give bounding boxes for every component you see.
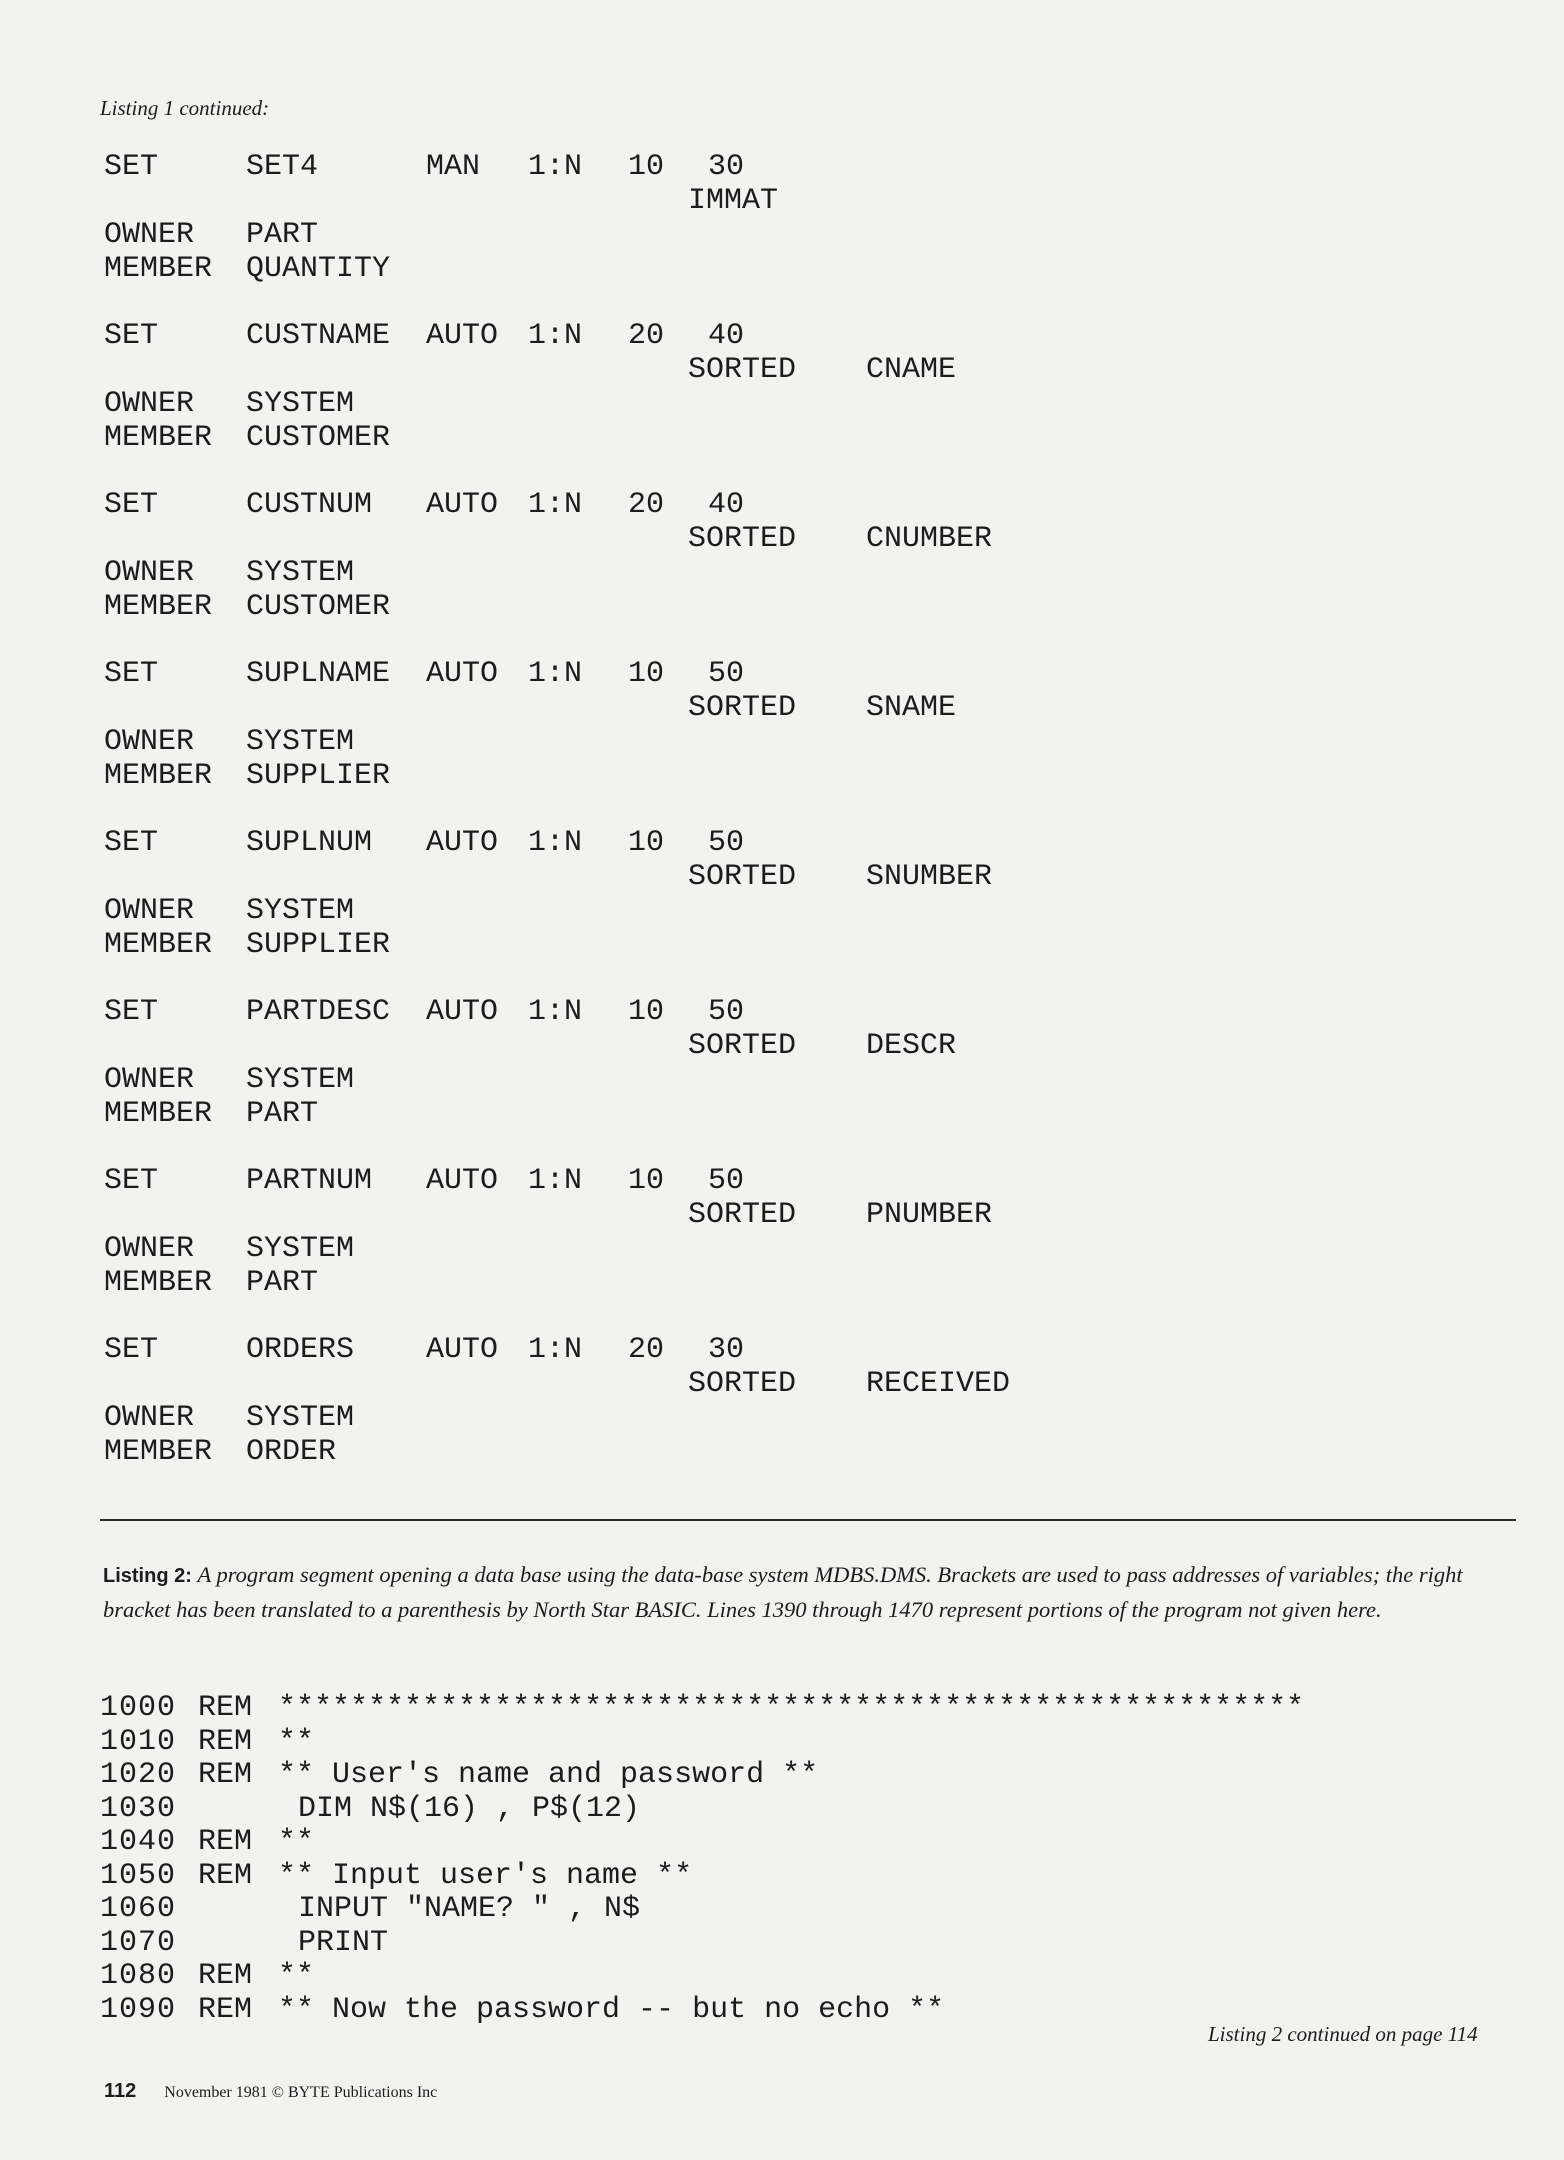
set-order-row (104, 184, 1404, 218)
line-text: INPUT "NAME? " , N$ (298, 1892, 641, 1926)
listing-1-continued-label: Listing 1 continued: (100, 96, 270, 120)
continued-note: Listing 2 continued on page 114 (1208, 2022, 1478, 2046)
set-sort-key: SNUMBER (866, 860, 993, 894)
set-header-row (104, 1164, 1404, 1198)
set-count-2: 50 (708, 657, 745, 691)
set-relation: 1:N (528, 319, 583, 353)
set-keyword: SET (104, 1164, 159, 1198)
member-keyword: MEMBER (104, 1097, 213, 1131)
set-relation: 1:N (528, 1333, 583, 1367)
line-number: 1010 (100, 1724, 177, 1759)
code-line (100, 1793, 1480, 1827)
set-count-1: 20 (628, 319, 665, 353)
code-line (100, 1726, 1480, 1760)
line-keyword: REM (198, 1992, 253, 2027)
set-order-row (104, 691, 1404, 725)
set-count-2: 50 (708, 1164, 745, 1198)
set-name: SET4 (246, 150, 319, 184)
line-number: 1040 (100, 1825, 177, 1859)
set-order: SORTED (688, 691, 797, 725)
set-sort-key: CNUMBER (866, 522, 993, 556)
line-text: ** (278, 1825, 315, 1859)
set-relation: 1:N (528, 1164, 583, 1198)
member-value: PART (246, 1097, 319, 1131)
listing-2-code (100, 1692, 1480, 2027)
owner-value: SYSTEM (246, 1232, 355, 1266)
set-sort-key: DESCR (866, 1029, 957, 1063)
owner-value: SYSTEM (246, 894, 355, 928)
owner-keyword: OWNER (104, 387, 195, 421)
owner-value: SYSTEM (246, 1063, 355, 1097)
owner-row (104, 725, 1404, 759)
line-keyword: REM (198, 1758, 253, 1792)
set-header-row (104, 488, 1404, 522)
set-relation: 1:N (528, 995, 583, 1029)
member-keyword: MEMBER (104, 252, 213, 286)
set-count-1: 20 (628, 488, 665, 522)
listing-1-code (104, 150, 1404, 1502)
set-header-row (104, 1333, 1404, 1367)
line-number: 1050 (100, 1858, 177, 1893)
set-sort-key: CNAME (866, 353, 957, 387)
line-text: ** Now the password -- but no echo ** (278, 1992, 945, 2027)
set-order: SORTED (688, 522, 797, 556)
member-row (104, 421, 1404, 455)
owner-keyword: OWNER (104, 725, 195, 759)
set-relation: 1:N (528, 488, 583, 522)
set-order-row (104, 353, 1404, 387)
set-count-1: 10 (628, 995, 665, 1029)
owner-value: PART (246, 218, 319, 252)
set-keyword: SET (104, 319, 159, 353)
owner-keyword: OWNER (104, 1232, 195, 1266)
code-line (100, 1893, 1480, 1927)
set-definition (104, 319, 1404, 455)
code-line (100, 1826, 1480, 1860)
set-order: SORTED (688, 1029, 797, 1063)
line-text: ********************************************************* (278, 1691, 1305, 1725)
owner-row (104, 894, 1404, 928)
owner-value: SYSTEM (246, 1401, 355, 1435)
footer-text: November 1981 © BYTE Publications Inc (164, 2084, 438, 2101)
set-name: SUPLNUM (246, 826, 373, 860)
set-name: CUSTNUM (246, 488, 373, 522)
member-value: ORDER (246, 1435, 337, 1469)
set-header-row (104, 319, 1404, 353)
code-line (100, 1860, 1480, 1894)
page-footer (104, 2080, 437, 2103)
line-number: 1020 (100, 1758, 177, 1792)
set-order-row (104, 1198, 1404, 1232)
code-line (100, 1692, 1480, 1726)
member-keyword: MEMBER (104, 759, 213, 793)
set-relation: 1:N (528, 657, 583, 691)
set-name: ORDERS (246, 1333, 355, 1367)
line-text: ** (278, 1724, 315, 1759)
owner-row (104, 218, 1404, 252)
owner-row (104, 1401, 1404, 1435)
member-row (104, 928, 1404, 962)
caption-label: Listing 2: (103, 1565, 192, 1587)
set-name: PARTNUM (246, 1164, 373, 1198)
member-row (104, 1266, 1404, 1300)
set-order: SORTED (688, 353, 797, 387)
owner-value: SYSTEM (246, 387, 355, 421)
owner-value: SYSTEM (246, 725, 355, 759)
owner-row (104, 1063, 1404, 1097)
owner-keyword: OWNER (104, 218, 195, 252)
set-order-row (104, 1029, 1404, 1063)
member-value: SUPPLIER (246, 928, 391, 962)
set-count-2: 50 (708, 826, 745, 860)
set-keyword: SET (104, 1333, 159, 1367)
set-definition (104, 488, 1404, 624)
set-definition (104, 826, 1404, 962)
line-number: 1080 (100, 1959, 177, 1993)
set-order: SORTED (688, 1367, 797, 1401)
line-keyword: REM (198, 1724, 253, 1759)
set-definition (104, 995, 1404, 1131)
set-keyword: SET (104, 657, 159, 691)
set-relation: 1:N (528, 826, 583, 860)
owner-keyword: OWNER (104, 1401, 195, 1435)
member-value: CUSTOMER (246, 421, 391, 455)
owner-row (104, 387, 1404, 421)
member-value: SUPPLIER (246, 759, 391, 793)
set-definition (104, 1164, 1404, 1300)
set-count-1: 10 (628, 657, 665, 691)
code-line (100, 1960, 1480, 1994)
set-sort-key: RECEIVED (866, 1367, 1011, 1401)
set-mode: AUTO (426, 995, 499, 1029)
member-value: PART (246, 1266, 319, 1300)
set-count-1: 20 (628, 1333, 665, 1367)
set-keyword: SET (104, 826, 159, 860)
page-number: 112 (104, 2080, 137, 2102)
line-keyword: REM (198, 1825, 253, 1859)
line-text: ** (278, 1959, 315, 1993)
set-definition (104, 150, 1404, 286)
member-keyword: MEMBER (104, 590, 213, 624)
member-keyword: MEMBER (104, 1435, 213, 1469)
member-row (104, 1097, 1404, 1131)
set-count-2: 40 (708, 319, 745, 353)
set-mode: AUTO (426, 826, 499, 860)
set-sort-key: SNAME (866, 691, 957, 725)
set-count-2: 30 (708, 1333, 745, 1367)
set-order: SORTED (688, 1198, 797, 1232)
line-number: 1060 (100, 1892, 177, 1926)
owner-row (104, 556, 1404, 590)
line-number: 1070 (100, 1925, 177, 1960)
owner-keyword: OWNER (104, 894, 195, 928)
owner-keyword: OWNER (104, 1063, 195, 1097)
member-keyword: MEMBER (104, 928, 213, 962)
line-text: ** User's name and password ** (278, 1758, 819, 1792)
line-keyword: REM (198, 1959, 253, 1993)
set-name: SUPLNAME (246, 657, 391, 691)
owner-value: SYSTEM (246, 556, 355, 590)
member-row (104, 590, 1404, 624)
set-keyword: SET (104, 150, 159, 184)
line-text: ** Input user's name ** (278, 1858, 693, 1893)
set-order-row (104, 1367, 1404, 1401)
line-keyword: REM (198, 1858, 253, 1893)
line-text: DIM N$(16) , P$(12) (298, 1791, 641, 1826)
set-count-1: 10 (628, 826, 665, 860)
set-mode: MAN (426, 150, 481, 184)
set-header-row (104, 150, 1404, 184)
set-header-row (104, 657, 1404, 691)
set-definition (104, 657, 1404, 793)
set-order-row (104, 860, 1404, 894)
member-keyword: MEMBER (104, 1266, 213, 1300)
set-order: SORTED (688, 860, 797, 894)
code-line (100, 1759, 1480, 1793)
owner-row (104, 1232, 1404, 1266)
section-divider (100, 1519, 1516, 1521)
set-mode: AUTO (426, 1164, 499, 1198)
member-value: CUSTOMER (246, 590, 391, 624)
member-row (104, 1435, 1404, 1469)
set-order-row (104, 522, 1404, 556)
line-number: 1030 (100, 1791, 177, 1826)
set-definition (104, 1333, 1404, 1469)
set-header-row (104, 826, 1404, 860)
line-keyword: REM (198, 1691, 253, 1725)
set-count-2: 50 (708, 995, 745, 1029)
set-mode: AUTO (426, 488, 499, 522)
set-name: PARTDESC (246, 995, 391, 1029)
member-row (104, 252, 1404, 286)
set-keyword: SET (104, 995, 159, 1029)
owner-keyword: OWNER (104, 556, 195, 590)
member-row (104, 759, 1404, 793)
set-keyword: SET (104, 488, 159, 522)
caption-text: A program segment opening a data base using the data-base system MDBS.DMS. Brackets are used to pass addresses of variables; the right bracket has been translated to a parenthesis by North Star BASIC. Lines 1390 through 1470 represent portions of the program not given here. (103, 1562, 1463, 1622)
set-name: CUSTNAME (246, 319, 391, 353)
set-count-1: 10 (628, 1164, 665, 1198)
set-header-row (104, 995, 1404, 1029)
set-relation: 1:N (528, 150, 583, 184)
set-count-1: 10 (628, 150, 665, 184)
member-value: QUANTITY (246, 252, 391, 286)
code-line (100, 1927, 1480, 1961)
set-count-2: 30 (708, 150, 745, 184)
line-number: 1090 (100, 1992, 177, 2027)
member-keyword: MEMBER (104, 421, 213, 455)
set-order: IMMAT (688, 184, 779, 218)
listing-2-caption (103, 1558, 1518, 1627)
set-mode: AUTO (426, 657, 499, 691)
set-mode: AUTO (426, 1333, 499, 1367)
set-count-2: 40 (708, 488, 745, 522)
line-number: 1000 (100, 1691, 177, 1725)
line-text: PRINT (298, 1925, 389, 1960)
set-sort-key: PNUMBER (866, 1198, 993, 1232)
set-mode: AUTO (426, 319, 499, 353)
